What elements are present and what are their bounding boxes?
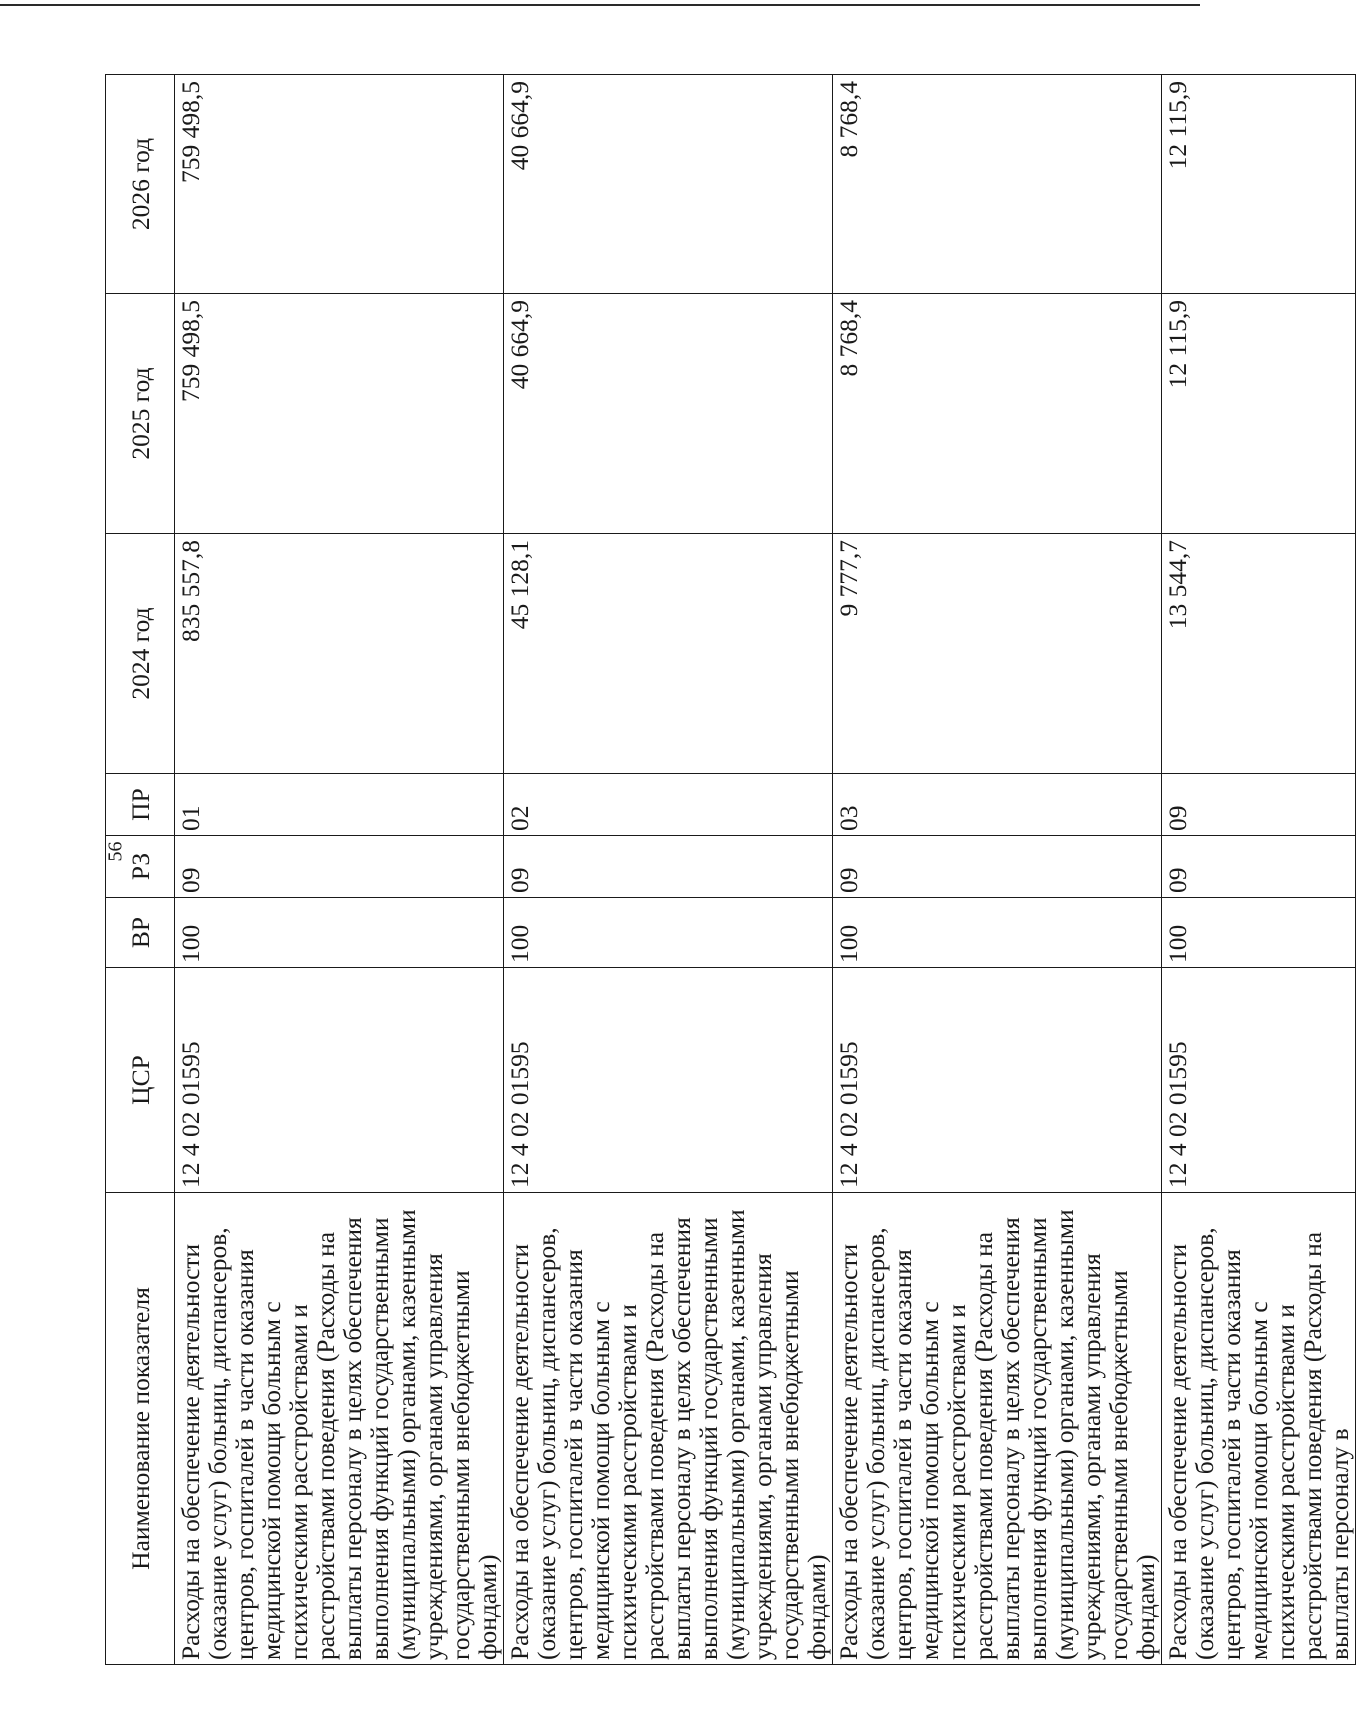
row-2025-cell: 40 664,9 (504, 294, 833, 534)
row-2024-cell: 9 777,7 (833, 534, 1162, 774)
header-csr: ЦСР (106, 968, 175, 1193)
row-rz-cell: 09 (1162, 836, 1356, 898)
row-csr-cell: 12 4 02 01595 (1162, 968, 1356, 1193)
row-2024-cell: 835 557,8 (175, 534, 504, 774)
row-csr-cell: 12 4 02 01595 (175, 968, 504, 1193)
table-row (833, 75, 1162, 1665)
row-2026-cell: 40 664,9 (504, 75, 833, 294)
budget-table (105, 74, 1356, 1665)
page-number: 56 (104, 841, 127, 862)
row-vr-cell: 100 (504, 898, 833, 968)
row-2024-cell: 13 544,7 (1162, 534, 1356, 774)
header-2025: 2025 год (106, 294, 175, 534)
row-vr-cell: 100 (1162, 898, 1356, 968)
row-rz-cell: 09 (175, 836, 504, 898)
budget-table-container (105, 75, 1354, 1665)
row-csr-cell: 12 4 02 01595 (504, 968, 833, 1193)
row-2026-cell: 759 498,5 (175, 75, 504, 294)
row-2025-cell: 759 498,5 (175, 294, 504, 534)
header-vr: ВР (106, 898, 175, 968)
row-pr-cell: 01 (175, 774, 504, 836)
row-rz-cell: 09 (504, 836, 833, 898)
row-pr-cell: 03 (833, 774, 1162, 836)
row-rz-cell: 09 (833, 836, 1162, 898)
header-pr: ПР (106, 774, 175, 836)
row-csr-cell: 12 4 02 01595 (833, 968, 1162, 1193)
row-2024-cell: 45 128,1 (504, 534, 833, 774)
row-2026-cell: 12 115,9 (1162, 75, 1356, 294)
row-pr-cell: 09 (1162, 774, 1356, 836)
scan-edge-line (0, 4, 1200, 6)
header-2024: 2024 год (106, 534, 175, 774)
header-rz: РЗ (106, 836, 175, 898)
table-row (1162, 75, 1356, 1665)
row-2025-cell: 8 768,4 (833, 294, 1162, 534)
row-pr-cell: 02 (504, 774, 833, 836)
row-name-cell: Расходы на обеспечение деятельности (оказание услуг) больниц, диспансеров, центров, госпиталей в части оказания медицинской помощи больным с психическими расстройствами и расстройствами поведения (Расходы на выплаты персоналу в целях обеспечения выполнения функций государственными (муниципальными) органами, казенными учреждениями, органами управления государственными внебюджетными фондами) (175, 1193, 504, 1665)
row-2025-cell: 12 115,9 (1162, 294, 1356, 534)
row-vr-cell: 100 (175, 898, 504, 968)
row-name-cell: Расходы на обеспечение деятельности (оказание услуг) больниц, диспансеров, центров, госпиталей в части оказания медицинской помощи больным с психическими расстройствами и расстройствами поведения (Расходы на выплаты персоналу в (1162, 1193, 1356, 1665)
row-name-cell: Расходы на обеспечение деятельности (оказание услуг) больниц, диспансеров, центров, госпиталей в части оказания медицинской помощи больным с психическими расстройствами и расстройствами поведения (Расходы на выплаты персоналу в целях обеспечения выполнения функций государственными (муниципальными) органами, казенными учреждениями, органами управления государственными внебюджетными фондами) (833, 1193, 1162, 1665)
header-name: Наименование показателя (106, 1193, 175, 1665)
row-2026-cell: 8 768,4 (833, 75, 1162, 294)
row-vr-cell: 100 (833, 898, 1162, 968)
header-2026: 2026 год (106, 75, 175, 294)
table-row (504, 75, 833, 1665)
row-name-cell: Расходы на обеспечение деятельности (оказание услуг) больниц, диспансеров, центров, госпиталей в части оказания медицинской помощи больным с психическими расстройствами и расстройствами поведения (Расходы на выплаты персоналу в целях обеспечения выполнения функций государственными (муниципальными) органами, казенными учреждениями, органами управления государственными внебюджетными фондами) (504, 1193, 833, 1665)
table-row (175, 75, 504, 1665)
table-header-row (106, 75, 175, 1665)
